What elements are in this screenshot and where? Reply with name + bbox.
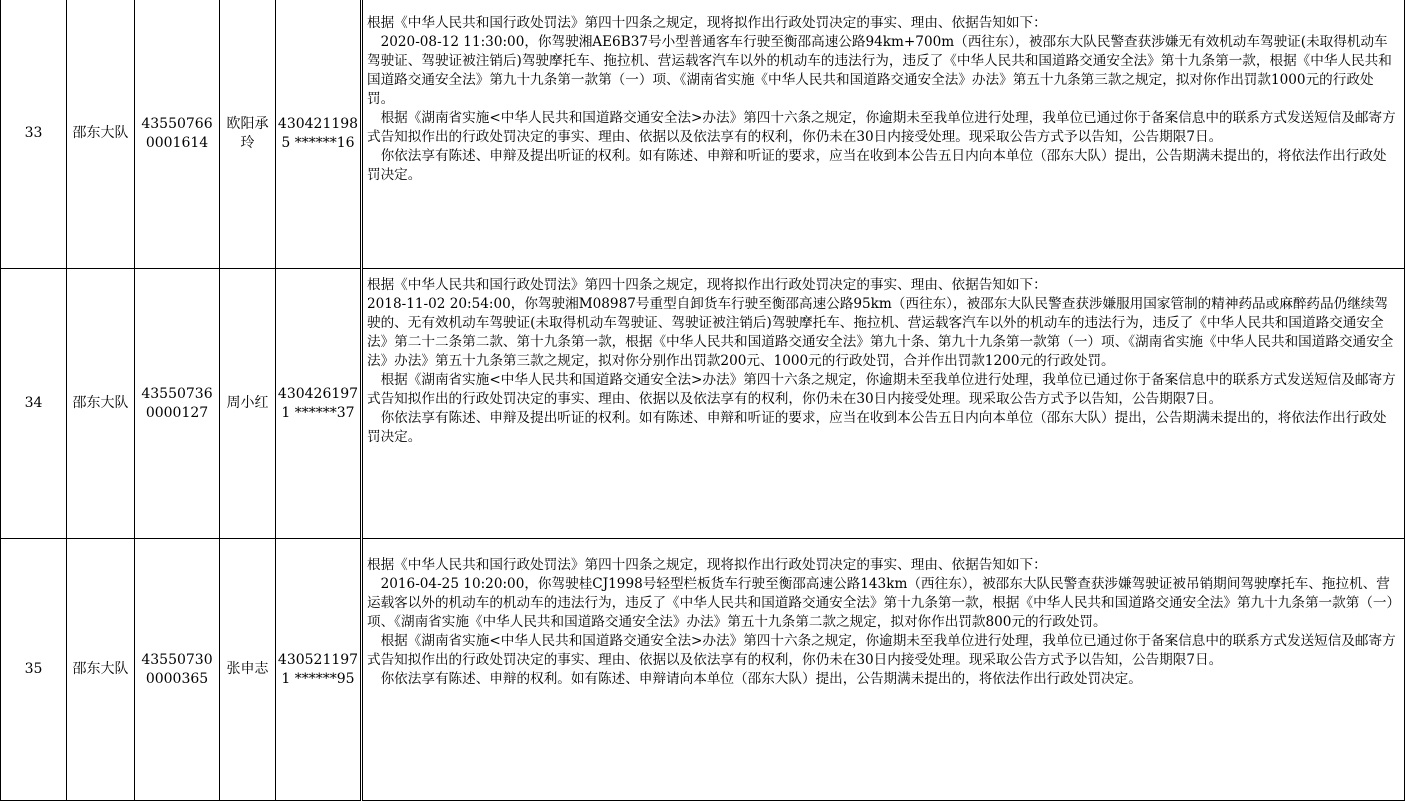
notice-content-cell <box>362 539 1405 801</box>
unit-name: 邵东大队 <box>72 395 129 411</box>
id-number: 4305211971 ******95 <box>277 651 359 687</box>
notice-content <box>367 539 1398 689</box>
row-number: 35 <box>24 661 43 677</box>
notice-paragraph: 你依法享有陈述、申辩的权利。如有陈述、申辩请向本单位（邵东大队）提出，公告期满未提出的，将依法作出行政处罚决定。 <box>380 671 1142 687</box>
party-name-cell <box>220 0 276 269</box>
unit-cell <box>67 269 135 539</box>
unit-name: 邵东大队 <box>72 661 129 677</box>
notice-paragraph: 根据《中华人民共和国行政处罚法》第四十四条之规定，现将拟作出行政处罚决定的事实、理由、依据告知如下： <box>367 15 1047 31</box>
row-number: 33 <box>24 125 43 141</box>
notice-content <box>367 269 1398 447</box>
party-name: 张申志 <box>226 661 269 677</box>
party-name: 欧阳承玲 <box>226 115 269 151</box>
table-row <box>1 269 1405 539</box>
notice-content <box>367 0 1398 185</box>
id-number-cell <box>276 0 362 269</box>
row-number-cell <box>1 269 67 539</box>
document-number: 43550736 0000127 <box>141 385 213 421</box>
party-name: 周小红 <box>226 395 269 411</box>
notice-paragraph: 2020-08-12 11:30:00，你驾驶湘AE6B37号小型普通客车行驶至衡邵高速公路94km+700m（西往东），被邵东大队民警查获涉嫌无有效机动车驾驶证(未取得机动车驾驶证、驾驶证被注销后)驾驶摩托车、拖拉机、营运载客汽车以外的机动车的违法行为，违反了《中华人民共和国道路交通安全法》第十九条第一款，根据《中华人民共和国道路交通安全法》第九十九条第一款第（一）项、《湖南省实施《中华人民共和国道路交通安全法》办法》第五十九条第三款之规定，拟对你作出罚款1000元的行政处罚。 <box>367 34 1392 107</box>
row-number-cell <box>1 0 67 269</box>
notice-paragraph: 你依法享有陈述、申辩及提出听证的权利。如有陈述、申辩和听证的要求，应当在收到本公告五日内向本单位（邵东大队）提出，公告期满未提出的，将依法作出行政处罚决定。 <box>367 410 1387 445</box>
id-number: 4304261971 ******37 <box>277 385 359 421</box>
notice-content-cell <box>362 269 1405 539</box>
party-name-cell <box>220 539 276 801</box>
document-number-cell <box>135 0 220 269</box>
id-number-cell <box>276 539 362 801</box>
notice-paragraph: 2016-04-25 10:20:00，你驾驶桂CJ1998号轻型栏板货车行驶至衡邵高速公路143km（西往东），被邵东大队民警查获涉嫌驾驶证被吊销期间驾驶摩托车、拖拉机、营运载客以外的机动车的机动车的违法行为，违反了《中华人民共和国道路交通安全法》第十九条第一款，根据《中华人民共和国道路交通安全法》第九十九条第一款第（一）项、《湖南省实施《中华人民共和国道路交通安全法》办法》第五十九条第二款之规定，拟对你作出罚款800元的行政处罚。 <box>367 576 1394 630</box>
unit-cell <box>67 0 135 269</box>
document-number-cell <box>135 269 220 539</box>
unit-cell <box>67 539 135 801</box>
document-number: 43550730 0000365 <box>141 651 213 687</box>
party-name-cell <box>220 269 276 539</box>
notice-paragraph: 根据《中华人民共和国行政处罚法》第四十四条之规定，现将拟作出行政处罚决定的事实、理由、依据告知如下： <box>367 557 1047 573</box>
notice-paragraph: 你依法享有陈述、申辩及提出听证的权利。如有陈述、申辩和听证的要求，应当在收到本公告五日内向本单位（邵东大队）提出，公告期满未提出的，将依法作出行政处罚决定。 <box>367 148 1387 183</box>
row-number: 34 <box>24 395 43 411</box>
document-number-cell <box>135 539 220 801</box>
id-number: 4304211985 ******16 <box>277 115 359 151</box>
notice-paragraph: 2018-11-02 20:54:00，你驾驶湘M08987号重型自卸货车行驶至衡邵高速公路95km（西往东），被邵东大队民警查获涉嫌服用国家管制的精神药品或麻醉药品仍继续驾驶的、无有效机动车驾驶证(未取得机动车驾驶证、驾驶证被注销后)驾驶摩托车、拖拉机、营运载客汽车以外的机动车的违法行为，违反了《中华人民共和国道路交通安全法》第二十二条第二款、第十九条第一款，根据《中华人民共和国道路交通安全法》第九十条、第九十九条第一款第（一）项、《湖南省实施《中华人民共和国道路交通安全法》办法》第五十九条第三款之规定，拟对你分别作出罚款200元、1000元的行政处罚，合并作出罚款1200元的行政处罚。 <box>367 296 1394 369</box>
table-row <box>1 0 1405 269</box>
document-number: 43550766 0001614 <box>141 115 213 151</box>
id-number-cell <box>276 269 362 539</box>
notice-paragraph: 根据《湖南省实施<中华人民共和国道路交通安全法>办法》第四十六条之规定，你逾期未至我单位进行处理，我单位已通过你于备案信息中的联系方式发送短信及邮寄方式告知拟作出的行政处罚决定的事实、理由、依据以及依法享有的权利，你仍未在30日内接受处理。现采取公告方式予以告知，公告期限7日。 <box>367 110 1396 145</box>
table-row <box>1 539 1405 801</box>
notice-paragraph: 根据《湖南省实施<中华人民共和国道路交通安全法>办法》第四十六条之规定，你逾期未至我单位进行处理，我单位已通过你于备案信息中的联系方式发送短信及邮寄方式告知拟作出的行政处罚决定的事实、理由、依据以及依法享有的权利，你仍未在30日内接受处理。现采取公告方式予以告知，公告期限7日。 <box>367 372 1396 407</box>
unit-name: 邵东大队 <box>72 125 129 141</box>
notice-paragraph: 根据《中华人民共和国行政处罚法》第四十四条之规定，现将拟作出行政处罚决定的事实、理由、依据告知如下： <box>367 277 1047 293</box>
notice-paragraph: 根据《湖南省实施<中华人民共和国道路交通安全法>办法》第四十六条之规定，你逾期未至我单位进行处理，我单位已通过你于备案信息中的联系方式发送短信及邮寄方式告知拟作出的行政处罚决定的事实、理由、依据以及依法享有的权利，你仍未在30日内接受处理。现采取公告方式予以告知，公告期限7日。 <box>367 633 1396 668</box>
row-number-cell <box>1 539 67 801</box>
notice-content-cell <box>362 0 1405 269</box>
